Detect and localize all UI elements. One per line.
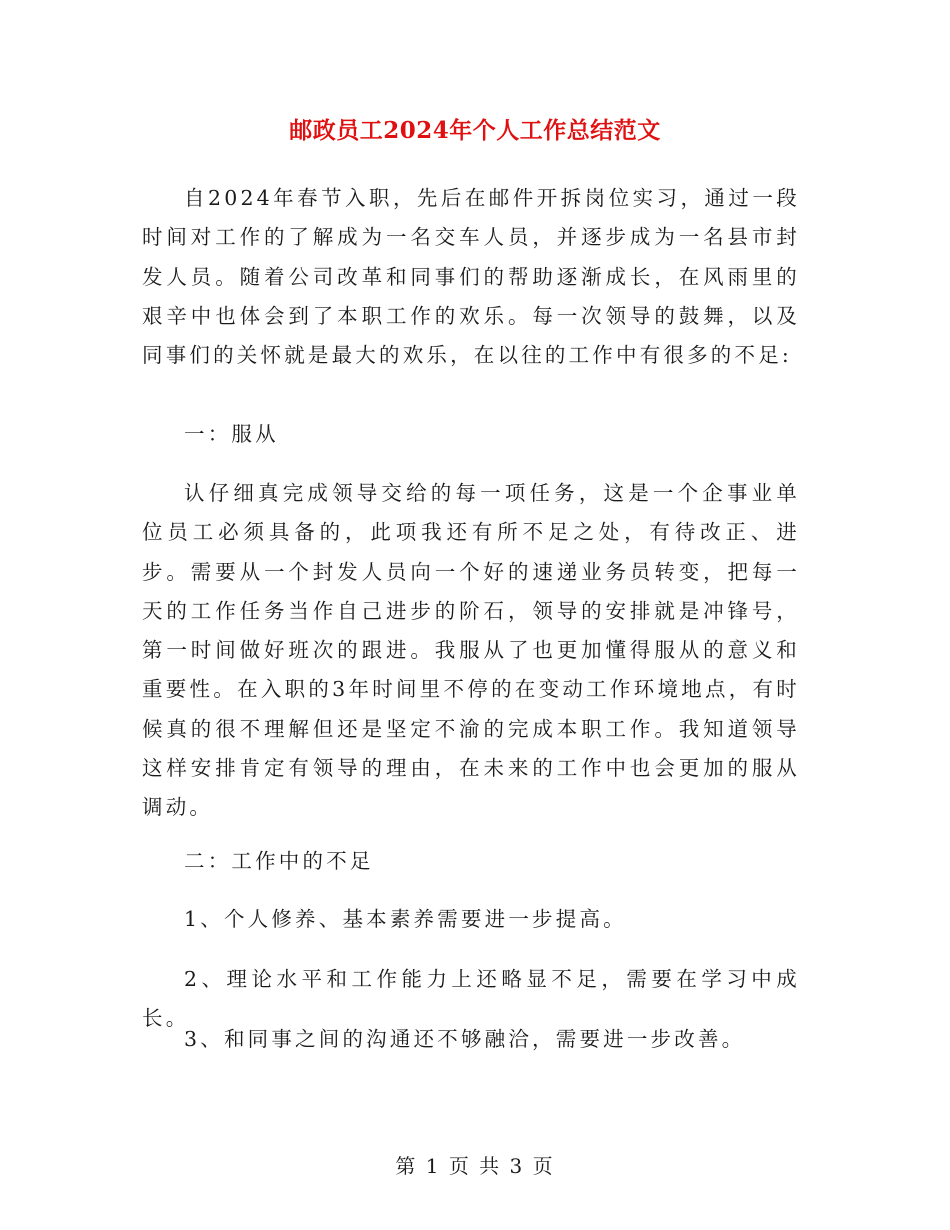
section-one-paragraph: 认仔细真完成领导交给的每一项任务，这是一个企事业单位员工必须具备的，此项我还有所不足之处，有待改正、进步。需要从一个封发人员向一个好的速递业务员转变，把每一天的工作任务当作自己进步的阶石，领导的安排就是冲锋号，第一时间做好班次的跟进。我服从了也更加懂得服从的意义和重要性。在入职的3年时间里不停的在变动工作环境地点，有时候真的很不理解但还是坚定不渝的完成本职工作。我知道领导这样安排肯定有领导的理由，在未来的工作中也会更加的服从调动。 [142,481,800,820]
list-item: 3、和同事之间的沟通还不够融洽，需要进一步改善。 [184,1027,746,1051]
page-indicator: 第 1 页 共 3 页 [395,1154,555,1178]
document-title: 邮政员工2024年个人工作总结范文 [289,117,661,144]
list-item: 1、个人修养、基本素养需要进一步提高。 [184,907,627,931]
intro-paragraph: 自2024年春节入职，先后在邮件开拆岗位实习，通过一段时间对工作的了解成为一名交车人员，并逐步成为一名县市封发人员。随着公司改革和同事们的帮助逐渐成长，在风雨里的艰辛中也体会到了本职工作的欢乐。每一次领导的鼓舞，以及同事们的关怀就是最大的欢乐，在以往的工作中有很多的不足: [142,186,800,368]
section-two-heading: 二：工作中的不足 [184,849,374,873]
list-item: 2、理论水平和工作能力上还略显不足，需要在学习中成长。 [142,967,800,1031]
section-one-heading: 一：服从 [184,422,279,446]
